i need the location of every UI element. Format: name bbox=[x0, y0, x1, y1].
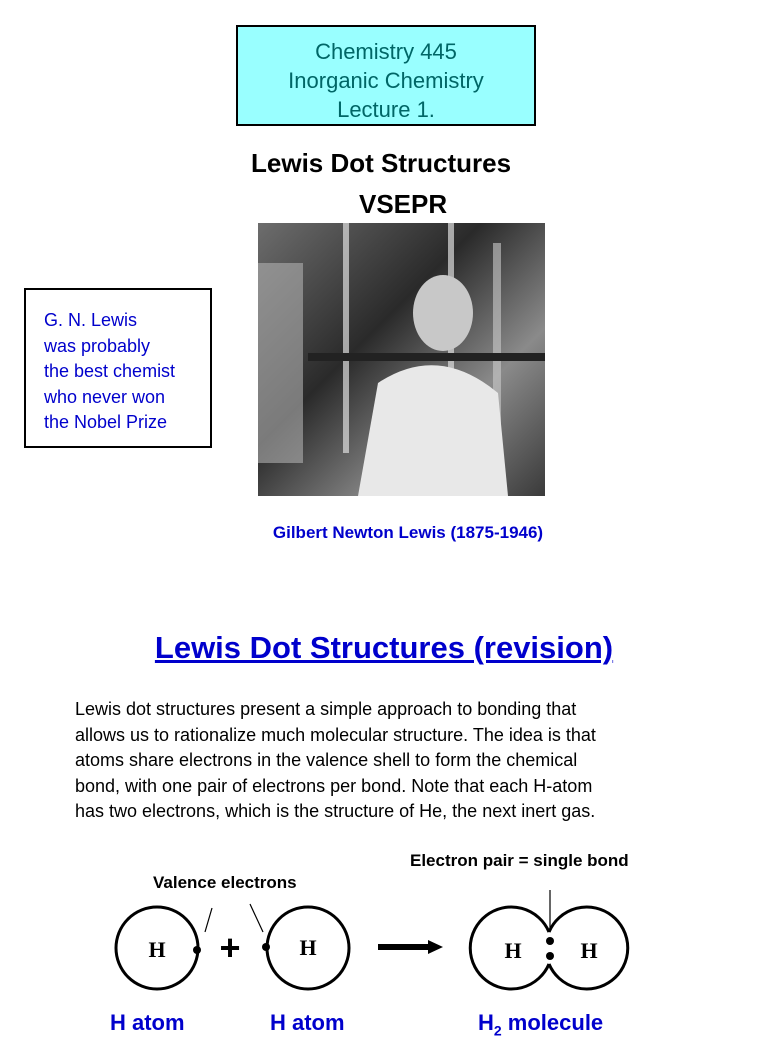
photo-caption: Gilbert Newton Lewis (1875-1946) bbox=[272, 523, 544, 542]
photo-illustration bbox=[258, 223, 545, 496]
molecule-word: molecule bbox=[501, 1010, 604, 1035]
electron-dot bbox=[193, 946, 201, 954]
lecture-number: Lecture 1. bbox=[337, 97, 435, 122]
h-atom-label-2: H atom bbox=[270, 1010, 345, 1035]
plus-sign: + bbox=[219, 927, 241, 968]
course-name: Inorganic Chemistry bbox=[288, 68, 484, 93]
valence-arrow-1 bbox=[205, 908, 212, 932]
reaction-arrow-shaft bbox=[378, 944, 430, 950]
paragraph-line: bond, with one pair of electrons per bond. Note that each H-atom bbox=[75, 775, 593, 796]
gn-lewis-photo bbox=[258, 223, 545, 496]
lecture-title-box bbox=[236, 25, 536, 126]
h-atom-label-1: H atom bbox=[110, 1010, 185, 1035]
valence-label: Valence electrons bbox=[153, 873, 297, 892]
paragraph-line: has two electrons, which is the structure of He, the next inert gas. bbox=[75, 801, 596, 821]
intro-paragraph bbox=[75, 697, 715, 825]
note-line: the best chemist bbox=[44, 361, 176, 381]
note-line: the Nobel Prize bbox=[44, 412, 168, 432]
lewis-note-box bbox=[24, 288, 212, 448]
section-title: Lewis Dot Structures (revision) bbox=[154, 630, 614, 665]
note-line: was probably bbox=[44, 335, 151, 356]
electron-dot bbox=[262, 943, 270, 951]
paragraph-line: Lewis dot structures present a simple approach to bonding that bbox=[75, 699, 577, 719]
electron-dot bbox=[546, 952, 554, 960]
note-line: G. N. Lewis bbox=[44, 310, 138, 330]
heading-vsepr: VSEPR bbox=[359, 189, 448, 219]
h-symbol: H bbox=[580, 938, 598, 963]
h2-molecule-label bbox=[478, 1010, 603, 1038]
molecule-symbol: H bbox=[478, 1010, 494, 1035]
course-number: Chemistry 445 bbox=[315, 39, 457, 64]
valence-arrow-2 bbox=[250, 904, 263, 932]
paragraph-line: atoms share electrons in the valence shell to form the chemical bbox=[75, 750, 578, 770]
h-symbol: H bbox=[148, 937, 166, 962]
h-symbol: H bbox=[299, 935, 317, 960]
paragraph-line: allows us to rationalize much molecular structure. The idea is that bbox=[75, 724, 596, 745]
h-symbol: H bbox=[504, 938, 522, 963]
molecule-subscript: 2 bbox=[493, 1022, 502, 1038]
reaction-arrow-head bbox=[428, 940, 443, 954]
bond-label: Electron pair = single bond bbox=[410, 851, 629, 870]
electron-dot bbox=[546, 937, 554, 945]
heading-lewis: Lewis Dot Structures bbox=[251, 148, 512, 178]
h2-bond-diagram bbox=[0, 890, 768, 1010]
note-line: who never won bbox=[44, 386, 166, 407]
